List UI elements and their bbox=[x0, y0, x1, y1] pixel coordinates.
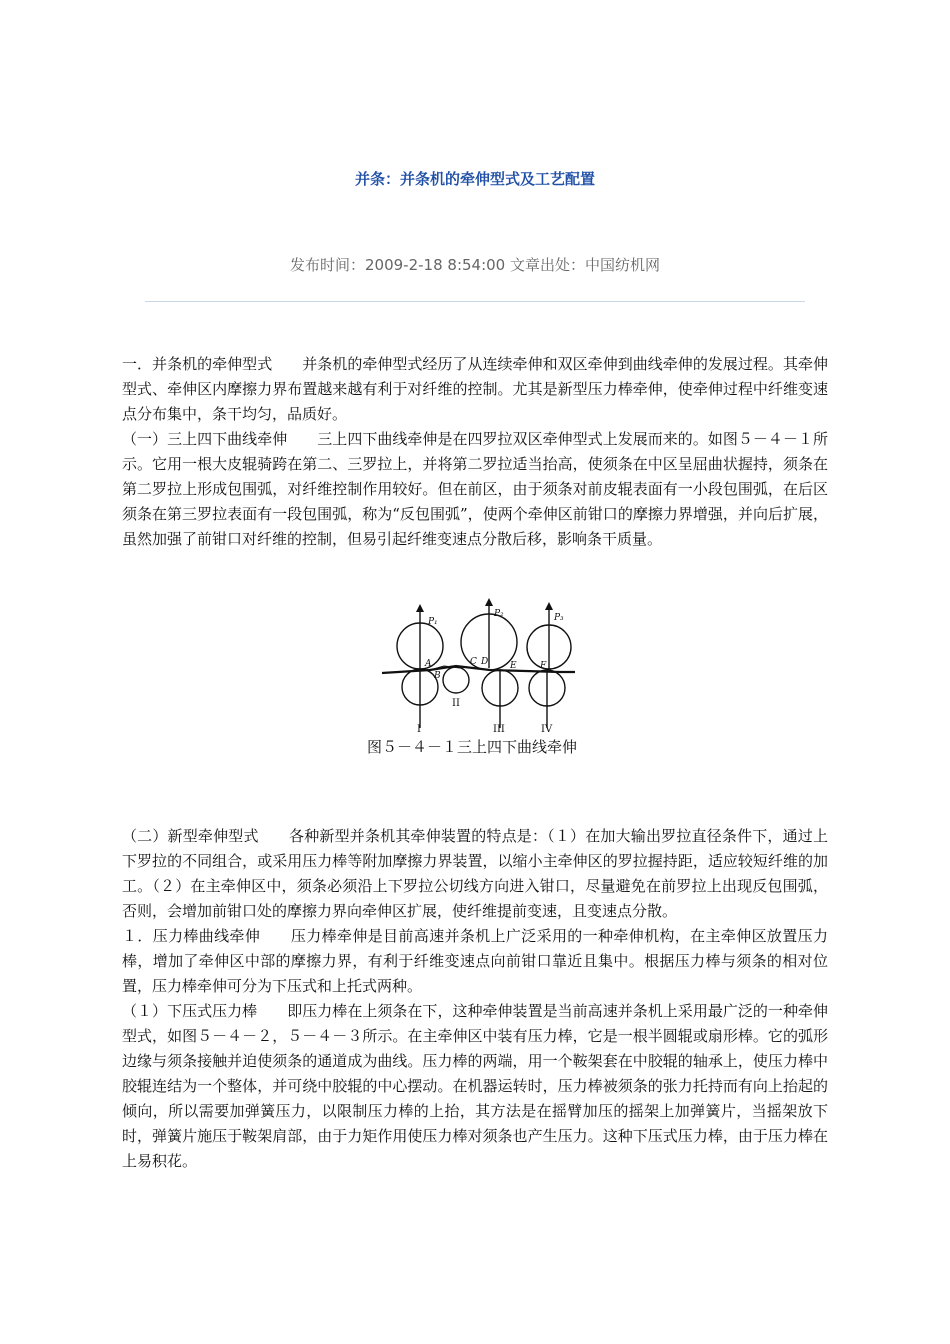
section-1 bbox=[122, 352, 828, 552]
label-f: F bbox=[540, 661, 547, 671]
label-e: E bbox=[510, 661, 517, 671]
paragraph: （二）新型牵伸型式 各种新型并条机其牵伸装置的特点是：（１）在加大输出罗拉直径条件下，通过上下罗拉的不同组合，或采用压力棒等附加摩擦力界装置，以缩小主牵伸区的罗拉握持距，适应较短纤维的加工。（２）在主牵伸区中，须条必须沿上下罗拉公切线方向进入钳口，尽量避免在前罗拉上出现反包围弧，否则，会增加前钳口处的摩擦力界向牵伸区扩展，使纤维提前变速，且变速点分散。 bbox=[122, 827, 828, 920]
label-roller-3: III bbox=[493, 724, 505, 735]
label-p2: P₂ bbox=[494, 609, 504, 619]
label-roller-1: I bbox=[417, 724, 421, 735]
label-a: A bbox=[425, 659, 432, 669]
figure-caption: 图５－４－１三上四下曲线牵伸 bbox=[367, 738, 578, 756]
paragraph: １．压力棒曲线牵伸 压力棒牵伸是目前高速并条机上广泛采用的一种牵伸机构，在主牵伸区放置压力棒，增加了牵伸区中部的摩擦力界，有利于纤维变速点向前钳口靠近且集中。根据压力棒与须条的相对位置，压力棒牵伸可分为下压式和上托式两种。 bbox=[122, 927, 828, 995]
label-roller-2: II bbox=[452, 698, 460, 709]
label-p3: P₃ bbox=[554, 613, 564, 623]
drafting-diagram bbox=[360, 598, 600, 758]
label-d: D bbox=[481, 657, 489, 667]
label-p1: P₁ bbox=[428, 617, 438, 627]
bottom-roller-2 bbox=[443, 667, 469, 693]
paragraph: （一）三上四下曲线牵伸 三上四下曲线牵伸是在四罗拉双区牵伸型式上发展而来的。如图５－４－１所示。它用一根大皮辊骑跨在第二、三罗拉上，并将第二罗拉适当抬高，使须条在中区呈屈曲状握持，须条在第二罗拉上形成包围弧，对纤维控制作用较好。但在前区，由于须条对前皮辊表面有一小段包围弧，在后区须条在第三罗拉表面有一段包围弧，称为“反包围弧”，使两个牵伸区前钳口的摩擦力界增强，并向后扩展，虽然加强了前钳口对纤维的控制，但易引起纤维变速点分散后移，影响条干质量。 bbox=[122, 430, 828, 548]
article-title: 并条：并条机的牵伸型式及工艺配置 bbox=[354, 170, 595, 188]
label-c: C bbox=[470, 657, 477, 667]
section-2 bbox=[122, 824, 828, 1174]
label-b: B bbox=[434, 671, 441, 681]
paragraph: 一．并条机的牵伸型式 并条机的牵伸型式经历了从连续牵伸和双区牵伸到曲线牵伸的发展过程。其牵伸型式、牵伸区内摩擦力界布置越来越有利于对纤维的控制。尤其是新型压力棒牵伸，使牵伸过程中纤维变速点分布集中，条干均匀，品质好。 bbox=[122, 355, 828, 423]
divider bbox=[145, 301, 805, 302]
label-roller-4: IV bbox=[541, 724, 553, 735]
drafting-diagram-svg bbox=[360, 598, 600, 738]
paragraph: （１）下压式压力棒 即压力棒在上须条在下，这种牵伸装置是当前高速并条机上采用最广泛的一种牵伸型式，如图５－４－２，５－４－３所示。在主牵伸区中装有压力棒，它是一根半圆辊或扇形棒。它的弧形边缘与须条接触并迫使须条的通道成为曲线。压力棒的两端，用一个鞍架套在中胶辊的轴承上，使压力棒中胶辊连结为一个整体，并可绕中胶辊的中心摆动。在机器运转时，压力棒被须条的张力托持而有向上抬起的倾向，所以需要加弹簧压力，以限制压力棒的上抬，其方法是在摇臂加压的摇架上加弹簧片，当摇架放下时，弹簧片施压于鞍架肩部，由于力矩作用使压力棒对须条也产生压力。这种下压式压力棒，由于压力棒在上易积花。 bbox=[122, 1002, 828, 1170]
article-meta: 发布时间：2009-2-18 8:54:00 文章出处：中国纺机网 bbox=[290, 256, 660, 274]
